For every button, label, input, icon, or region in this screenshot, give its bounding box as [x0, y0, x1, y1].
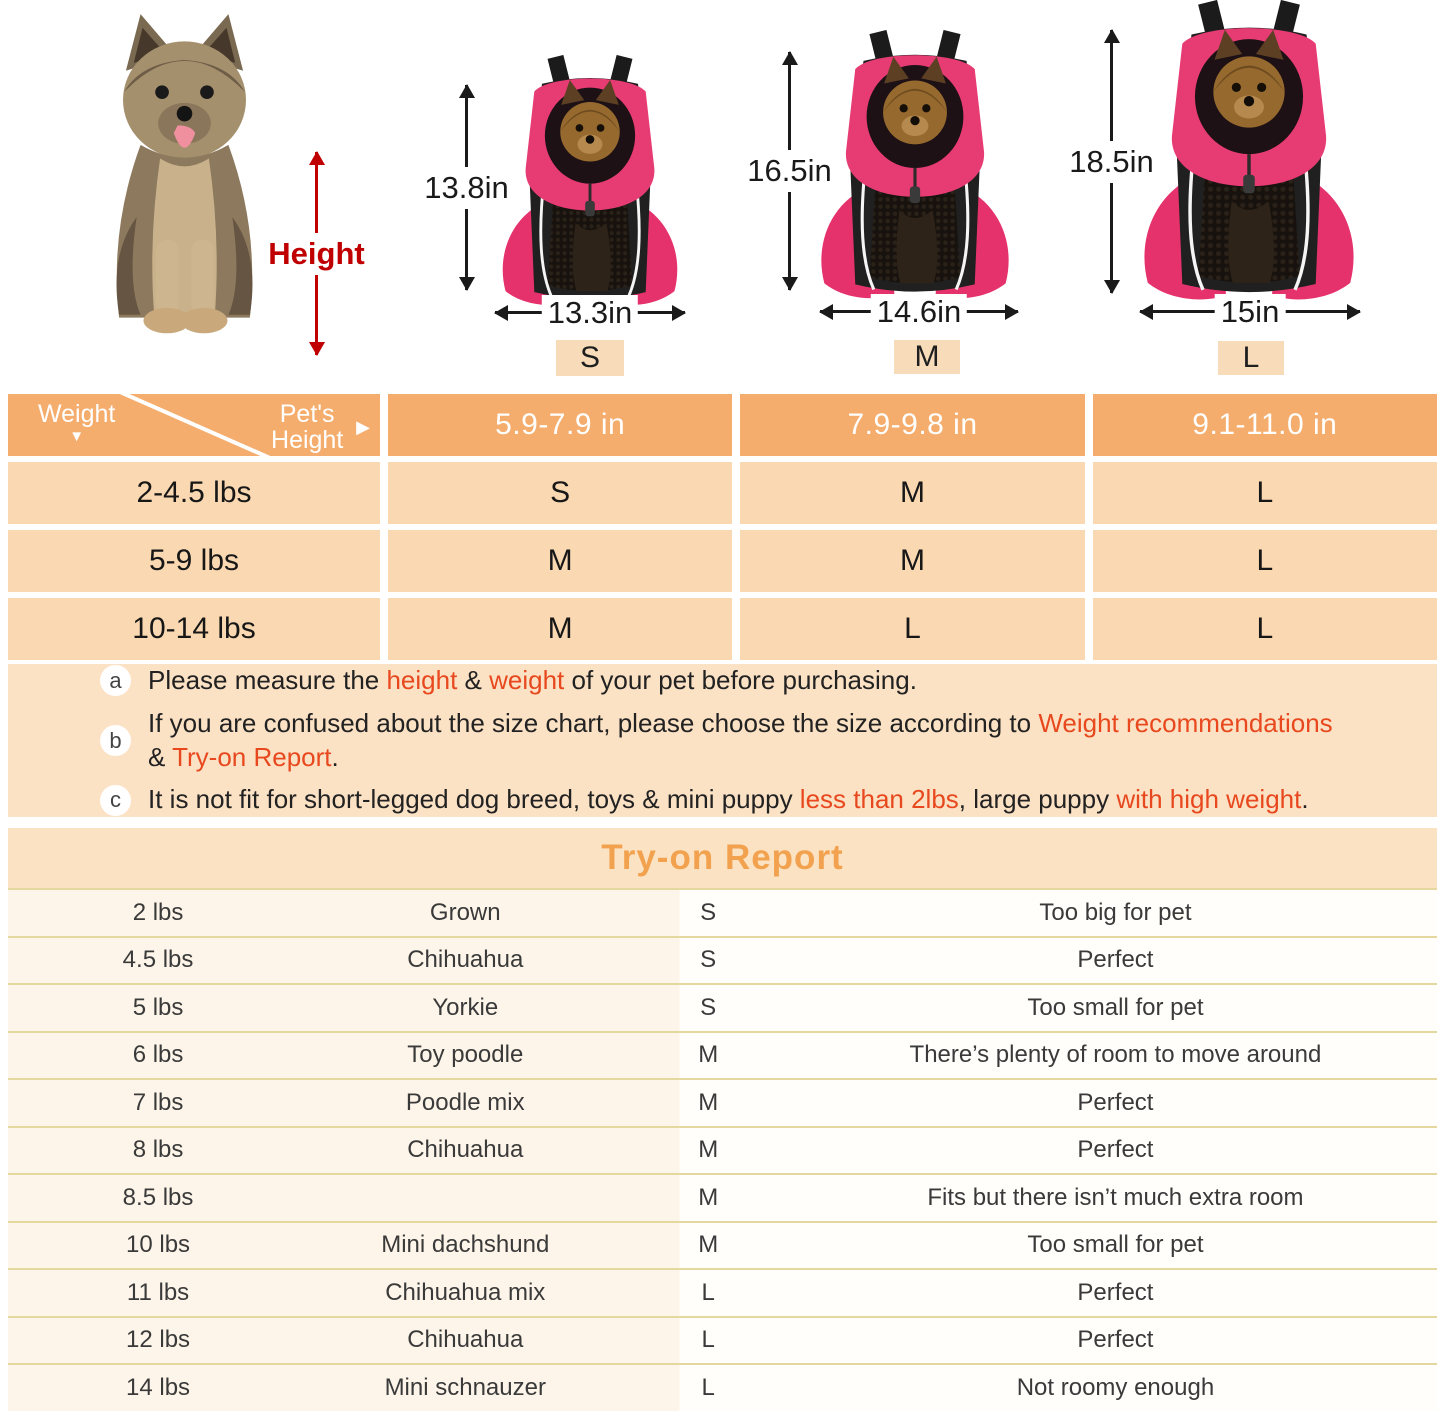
tryon-weight-cell: 8.5 lbs	[122, 1183, 194, 1211]
highlighted-text: weight	[489, 664, 565, 695]
recommended-size-cell: S	[388, 462, 732, 524]
tryon-size-cell: S	[700, 993, 717, 1021]
height-label: Height	[264, 233, 368, 275]
backpack-illustration-m	[812, 30, 1018, 303]
recommended-size-cell: L	[740, 598, 1084, 660]
tryon-report-title: Try-on Report	[601, 838, 844, 877]
weight-label: Weight	[38, 400, 116, 428]
arrow-down-icon	[782, 277, 798, 291]
tryon-comment-cell: Not roomy enough	[1016, 1373, 1215, 1401]
backpack-icon	[494, 55, 686, 309]
size-recommendation-table	[8, 394, 1437, 660]
notes-list	[100, 664, 1437, 817]
tryon-comment-cell: Perfect	[1077, 1088, 1154, 1116]
size-s-badge: S	[556, 340, 624, 376]
backpack-s-height-arrow	[424, 85, 509, 290]
arrow-down-icon	[459, 277, 475, 291]
tryon-breed-cell: Yorkie	[432, 993, 499, 1021]
tryon-row	[8, 1223, 1437, 1271]
pets-height-axis-label	[259, 401, 370, 454]
recommended-size-cell: M	[740, 462, 1084, 524]
tryon-weight-cell: 2 lbs	[132, 898, 184, 926]
yorkie-dog-photo	[82, 6, 287, 356]
tryon-breed-cell: Chihuahua	[407, 1136, 524, 1164]
tryon-weight-cell: 10 lbs	[126, 1231, 191, 1259]
highlighted-text: with high weight	[1116, 784, 1302, 815]
note-text: Please measure the height & weight of your pet before purchasing.	[148, 664, 917, 695]
backpack-s-height-value: 13.8in	[420, 167, 512, 209]
recommended-size-cell: M	[740, 530, 1084, 592]
dog-height-arrow	[268, 152, 365, 355]
dog-illustration	[82, 6, 287, 356]
tryon-weight-cell: 14 lbs	[126, 1373, 191, 1401]
tryon-report-section	[8, 828, 1437, 1411]
backpack-m-height-value: 16.5in	[743, 150, 835, 192]
arrow-up-icon	[782, 51, 798, 65]
tryon-breed-cell: Mini dachshund	[381, 1231, 550, 1259]
backpack-l-height-arrow	[1069, 30, 1154, 293]
size-l-badge: L	[1218, 341, 1284, 375]
tryon-comment-cell: Too small for pet	[1027, 1231, 1204, 1259]
tryon-comment-cell: Perfect	[1077, 1326, 1154, 1354]
recommended-size-cell: L	[1093, 598, 1437, 660]
recommended-size-cell: M	[388, 530, 732, 592]
highlighted-text: less than 2lbs	[799, 784, 959, 815]
tryon-weight-cell: 6 lbs	[132, 1041, 184, 1069]
note-b	[100, 707, 1437, 775]
arrow-left-icon	[819, 304, 833, 320]
tryon-size-cell: M	[698, 1041, 719, 1069]
tryon-size-cell: M	[698, 1231, 719, 1259]
note-text: If you are confused about the size chart, please choose the size according to Weight recommendations & Try-on Report.	[148, 707, 1333, 772]
triangle-down-icon: ▼	[69, 428, 85, 445]
backpack-m-height-arrow	[747, 52, 832, 290]
backpack-s-width-value: 13.3in	[542, 295, 638, 331]
tryon-row	[8, 1128, 1437, 1176]
tryon-comment-cell: Too small for pet	[1027, 993, 1204, 1021]
backpack-illustration-s	[494, 55, 686, 309]
recommended-size-cell: L	[1093, 530, 1437, 592]
tryon-row	[8, 890, 1437, 938]
highlighted-text: Try-on Report	[172, 741, 332, 772]
tryon-row	[8, 1033, 1437, 1081]
tryon-report-header	[8, 828, 1437, 888]
tryon-breed-cell: Chihuahua mix	[385, 1278, 546, 1306]
arrow-down-icon	[1104, 280, 1120, 294]
recommended-size-cell: M	[388, 598, 732, 660]
highlighted-text: height	[386, 664, 458, 695]
tryon-size-cell: L	[701, 1326, 715, 1354]
tryon-weight-cell: 5 lbs	[132, 993, 184, 1021]
note-letter-badge: a	[100, 665, 131, 696]
arrow-right-icon	[1005, 304, 1019, 320]
arrow-up-icon	[1104, 29, 1120, 43]
tryon-comment-cell: Fits but there isn’t much extra room	[927, 1183, 1304, 1211]
tryon-weight-cell: 12 lbs	[126, 1326, 191, 1354]
arrow-left-icon	[494, 305, 508, 321]
backpack-s-width-arrow	[495, 294, 685, 330]
tryon-comment-cell: Perfect	[1077, 1278, 1154, 1306]
tryon-row	[8, 1270, 1437, 1318]
tryon-row	[8, 1175, 1437, 1223]
note-a	[100, 664, 1437, 698]
tryon-weight-cell: 4.5 lbs	[122, 946, 194, 974]
tryon-row	[8, 1365, 1437, 1411]
arrow-left-icon	[1139, 304, 1153, 320]
tryon-size-cell: M	[698, 1136, 719, 1164]
size-m-badge: M	[894, 340, 960, 374]
table-corner-cell	[8, 394, 380, 456]
tryon-size-cell: L	[701, 1373, 715, 1401]
tryon-size-cell: M	[698, 1183, 719, 1211]
tryon-size-cell: M	[698, 1088, 719, 1116]
height-column-header: 7.9-9.8 in	[740, 394, 1084, 456]
backpack-icon	[1134, 0, 1364, 305]
note-letter-badge: b	[100, 725, 131, 756]
pets-height-label: Pet's Height	[271, 400, 344, 455]
weight-range-cell: 10-14 lbs	[8, 598, 380, 660]
arrow-right-icon	[1347, 304, 1361, 320]
tryon-row	[8, 985, 1437, 1033]
tryon-comment-cell: Too big for pet	[1039, 898, 1192, 926]
backpack-m-width-value: 14.6in	[871, 294, 967, 330]
tryon-row	[8, 1318, 1437, 1366]
tryon-row	[8, 1080, 1437, 1128]
weight-range-cell: 2-4.5 lbs	[8, 462, 380, 524]
tryon-breed-cell: Grown	[429, 898, 501, 926]
tryon-size-cell: S	[700, 946, 717, 974]
tryon-report-rows	[8, 888, 1437, 1411]
weight-range-cell: 5-9 lbs	[8, 530, 380, 592]
tryon-weight-cell: 8 lbs	[132, 1136, 184, 1164]
tryon-size-cell: L	[701, 1278, 715, 1306]
backpack-icon	[812, 30, 1018, 303]
tryon-row	[8, 938, 1437, 986]
tryon-comment-cell: There’s plenty of room to move around	[909, 1041, 1322, 1069]
weight-axis-label	[38, 402, 115, 444]
tryon-comment-cell: Perfect	[1077, 946, 1154, 974]
tryon-comment-cell: Perfect	[1077, 1136, 1154, 1164]
backpack-illustration-l	[1134, 0, 1364, 305]
note-letter-badge: c	[100, 785, 131, 816]
arrow-up-icon	[309, 151, 325, 165]
height-column-header: 5.9-7.9 in	[388, 394, 732, 456]
arrow-up-icon	[459, 84, 475, 98]
notes-panel	[8, 664, 1437, 817]
tryon-breed-cell: Poodle mix	[405, 1088, 525, 1116]
tryon-breed-cell: Mini schnauzer	[384, 1373, 546, 1401]
triangle-right-icon: ▶	[356, 416, 370, 437]
tryon-breed-cell: Toy poodle	[407, 1041, 524, 1069]
backpack-l-width-arrow	[1140, 293, 1360, 329]
recommended-size-cell: L	[1093, 462, 1437, 524]
backpack-m-width-arrow	[820, 293, 1018, 329]
tryon-size-cell: S	[700, 898, 717, 926]
highlighted-text: Weight recommendations	[1038, 707, 1333, 738]
backpack-l-height-value: 18.5in	[1065, 141, 1157, 183]
tryon-breed-cell: Chihuahua	[407, 1326, 524, 1354]
arrow-right-icon	[672, 305, 686, 321]
tryon-weight-cell: 11 lbs	[126, 1278, 190, 1306]
arrow-down-icon	[309, 342, 325, 356]
note-text: It is not fit for short-legged dog breed, toys & mini puppy less than 2lbs, large puppy with high weight.	[148, 784, 1309, 815]
tryon-weight-cell: 7 lbs	[132, 1088, 184, 1116]
backpack-l-width-value: 15in	[1215, 294, 1286, 330]
height-column-header: 9.1-11.0 in	[1093, 394, 1437, 456]
tryon-breed-cell: Chihuahua	[407, 946, 524, 974]
note-c	[100, 783, 1437, 817]
